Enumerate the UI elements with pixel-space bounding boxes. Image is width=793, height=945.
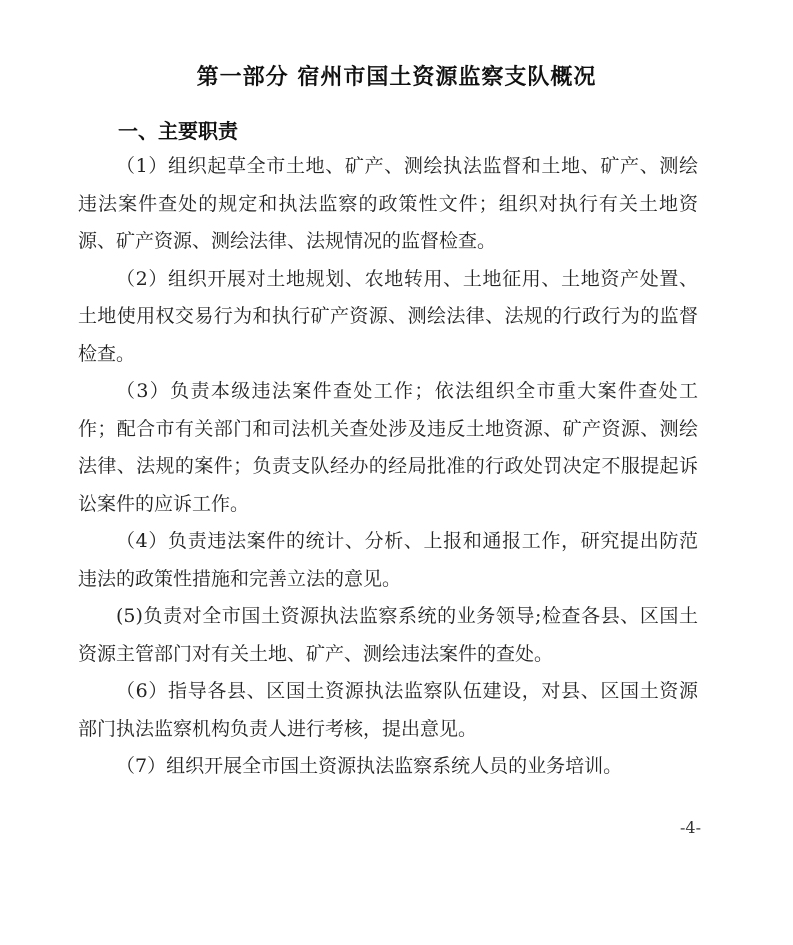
paragraph-5: (5)负责对全市国土资源执法监察系统的业务领导;检查各县、区国土资源主管部门对有关土地、矿产、测绘违法案件的查处。	[78, 605, 698, 665]
paragraph-7: （7）组织开展全市国土资源执法监察系统人员的业务培训。	[116, 755, 623, 777]
paragraph-4: （4）负责违法案件的统计、分析、上报和通报工作，研究提出防范违法的政策性措施和完善立法的意见。	[78, 530, 698, 590]
paragraph-6: （6）指导各县、区国土资源执法监察队伍建设，对县、区国土资源部门执法监察机构负责人进行考核，提出意见。	[78, 680, 698, 740]
section-heading: 一、主要职责	[118, 119, 238, 143]
document-body	[78, 148, 698, 786]
paragraph-3: （3）负责本级违法案件查处工作；依法组织全市重大案件查处工作；配合市有关部门和司法机关查处涉及违反土地资源、矿产资源、测绘法律、法规的案件；负责支队经办的经局批准的行政处罚决定不服提起诉讼案件的应诉工作。	[78, 380, 698, 515]
page-title: 第一部分 宿州市国土资源监察支队概况	[196, 65, 597, 90]
paragraph-1: （1）组织起草全市土地、矿产、测绘执法监督和土地、矿产、测绘违法案件查处的规定和执法监察的政策性文件；组织对执行有关土地资源、矿产资源、测绘法律、法规情况的监督检查。	[78, 155, 698, 252]
paragraph-2: （2）组织开展对土地规划、农地转用、土地征用、土地资产处置、土地使用权交易行为和执行矿产资源、测绘法律、法规的行政行为的监督检查。	[78, 267, 698, 365]
page-number: -4-	[680, 818, 701, 837]
